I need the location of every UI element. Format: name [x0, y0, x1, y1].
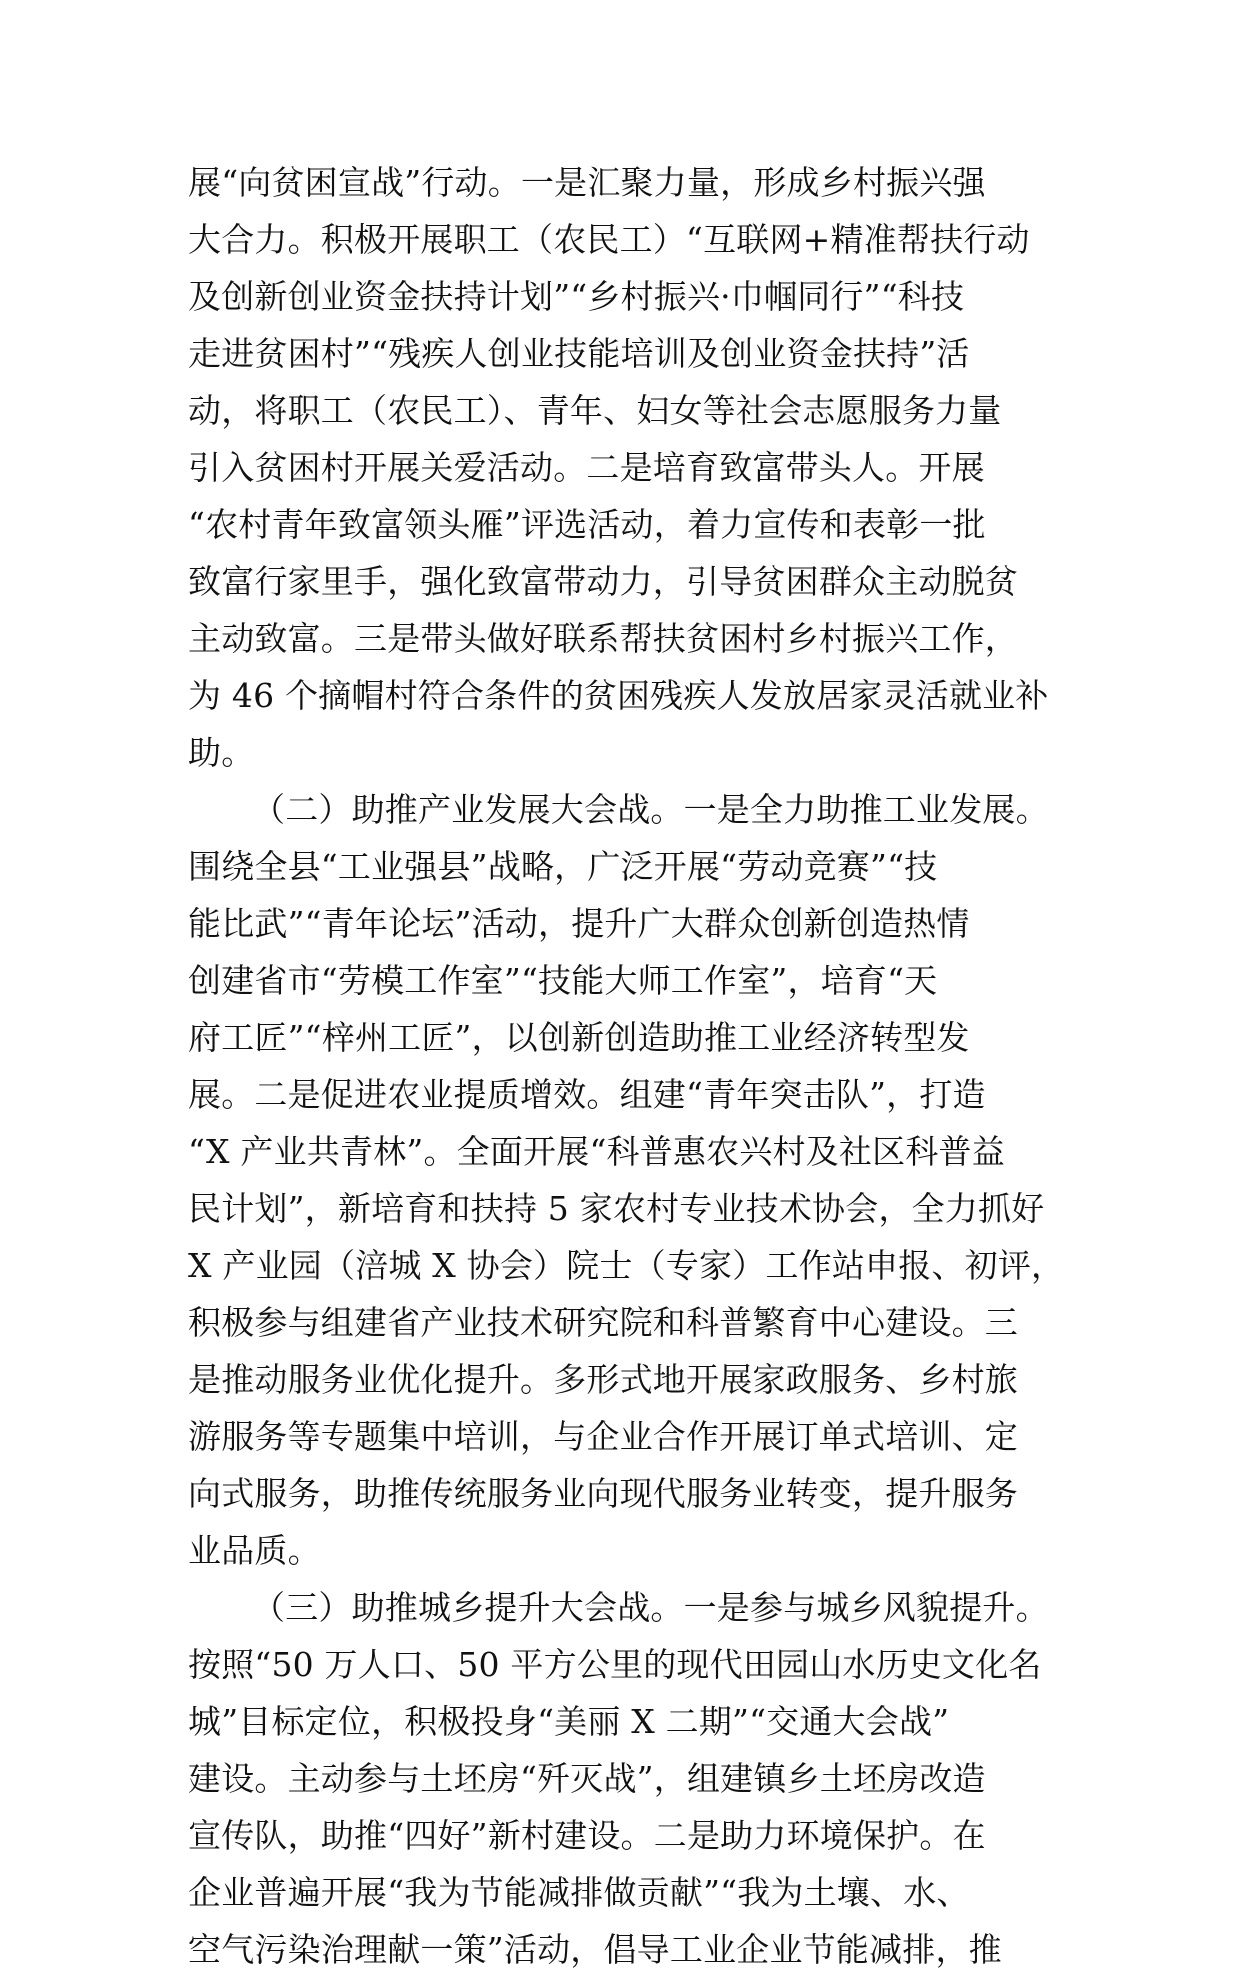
text-line: 府工匠”“梓州工匠”，以创新创造助推工业经济转型发	[188, 1018, 970, 1057]
text-line: 向式服务，助推传统服务业向现代服务业转变，提升服务	[188, 1474, 1018, 1513]
text-line: 是推动服务业优化提升。多形式地开展家政服务、乡村旅	[188, 1360, 1018, 1399]
text-line: “X 产业共青林”。全面开展“科普惠农兴村及社区科普益	[188, 1132, 1005, 1171]
text-line: 致富行家里手，强化致富带动力，引导贫困群众主动脱贫	[188, 562, 1018, 601]
text-line: 助。	[188, 733, 255, 772]
text-line: 民计划”，新培育和扶持 5 家农村专业技术协会，全力抓好	[188, 1189, 1045, 1228]
text-line: 展。二是促进农业提质增效。组建“青年突击队”，打造	[188, 1075, 986, 1114]
text-line: 展“向贫困宣战”行动。一是汇聚力量，形成乡村振兴强	[188, 163, 986, 202]
text-line: 积极参与组建省产业技术研究院和科普繁育中心建设。三	[188, 1303, 1018, 1342]
text-line: 走进贫困村”“残疾人创业技能培训及创业资金扶持”活	[188, 334, 970, 373]
text-line: 业品质。	[188, 1531, 321, 1570]
text-line: 能比武”“青年论坛”活动，提升广大群众创新创造热情	[188, 904, 970, 943]
text-line: 为 46 个摘帽村符合条件的贫困残疾人发放居家灵活就业补	[188, 676, 1049, 715]
text-line: 动，将职工（农民工）、青年、妇女等社会志愿服务力量	[188, 391, 1002, 430]
text-line: 大合力。积极开展职工（农民工）“互联网+精准帮扶行动	[188, 220, 1030, 259]
text-line: “农村青年致富领头雁”评选活动，着力宣传和表彰一批	[188, 505, 986, 544]
text-line: 游服务等专题集中培训，与企业合作开展订单式培训、定	[188, 1417, 1018, 1456]
text-line: X 产业园（涪城 X 协会）院士（专家）工作站申报、初评，	[188, 1246, 1065, 1285]
text-line: 空气污染治理献一策”活动，倡导工业企业节能减排，推	[188, 1930, 1002, 1969]
text-line: （二）助推产业发展大会战。一是全力助推工业发展。	[252, 790, 1049, 829]
text-line: 创建省市“劳模工作室”“技能大师工作室”，培育“天	[188, 961, 938, 1000]
text-line: 按照“50 万人口、50 平方公里的现代田园山水历史文化名	[188, 1645, 1042, 1684]
text-line: （三）助推城乡提升大会战。一是参与城乡风貌提升。	[252, 1588, 1049, 1627]
body-text	[188, 154, 1068, 1978]
text-line: 城”目标定位，积极投身“美丽 X 二期”“交通大会战”	[188, 1702, 950, 1741]
text-line: 引入贫困村开展关爱活动。二是培育致富带头人。开展	[188, 448, 985, 487]
text-line: 企业普遍开展“我为节能减排做贡献”“我为土壤、水、	[188, 1873, 970, 1912]
text-line: 宣传队，助推“四好”新村建设。二是助力环境保护。在	[188, 1816, 986, 1855]
text-line: 建设。主动参与土坯房“歼灭战”，组建镇乡土坯房改造	[188, 1759, 986, 1798]
text-line: 主动致富。三是带头做好联系帮扶贫困村乡村振兴工作，	[188, 619, 1018, 658]
text-line: 及创新创业资金扶持计划”“乡村振兴·巾帼同行”“科技	[188, 277, 965, 316]
text-line: 围绕全县“工业强县”战略，广泛开展“劳动竞赛”“技	[188, 847, 938, 886]
